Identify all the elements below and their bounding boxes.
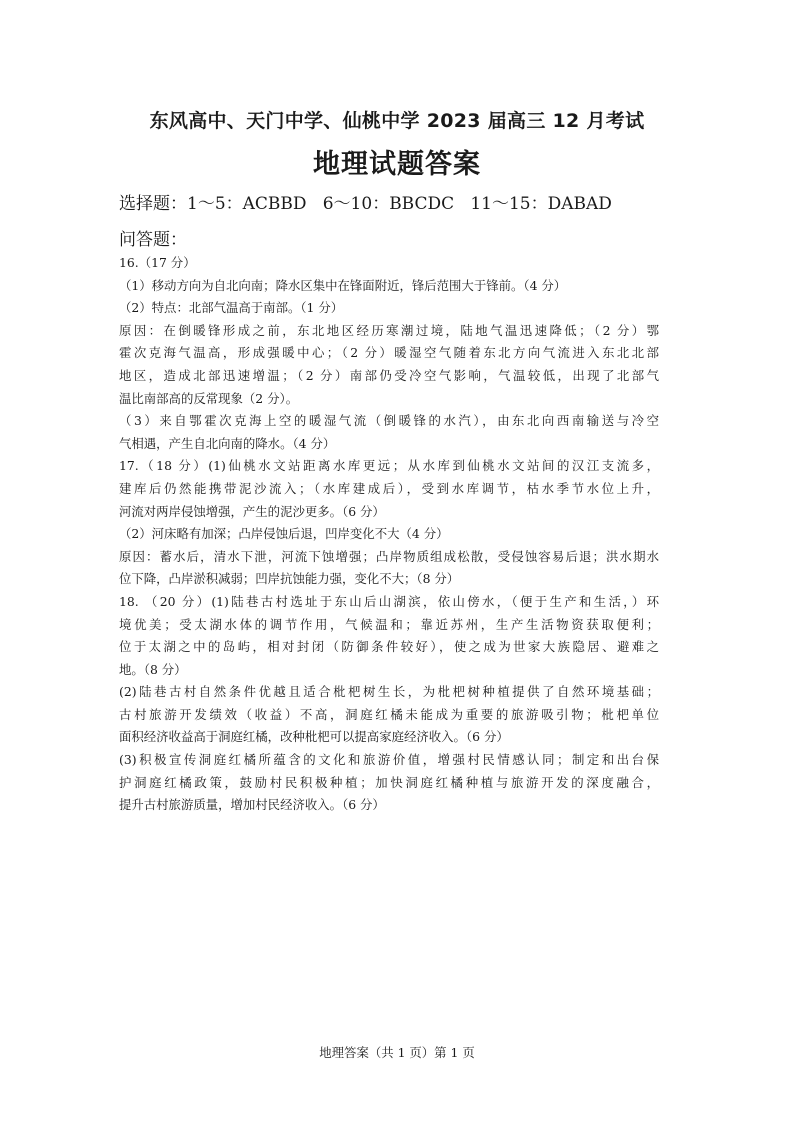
- q16-reason-line: 霍次克海气温高，形成强暖中心；（2 分）暖湿空气随着东北方向气流进入东北北部: [119, 345, 659, 361]
- q16-part2: （2）特点：北部气温高于南部。（1 分）: [119, 300, 344, 316]
- q18-part3: (3)积极宣传洞庭红橘所蕴含的文化和旅游价值，增强村民情感认同；制定和出台保: [119, 752, 659, 768]
- q17-reason-line: 位下降，凸岸淤积减弱；凹岸抗蚀能力强，变化不大；（8 分）: [119, 571, 460, 587]
- q16-part3: 气相遇，产生自北向南的降水。（4 分）: [119, 435, 336, 451]
- q18-part3: 提升古村旅游质量，增加村民经济收入。（6 分）: [119, 797, 385, 813]
- q16-reason-line: 温比南部高的反常现象（2 分）。: [119, 390, 299, 406]
- q17-part1: 17.（18 分）(1)仙桃水文站距离水库更远；从水库到仙桃水文站间的汉江支流多，: [119, 458, 659, 474]
- q18-part1: 地。（8 分）: [119, 661, 187, 677]
- q16-reason-line: 地区，造成北部迅速增温；（2 分）南部仍受冷空气影响，气温较低，出现了北部气: [119, 367, 659, 383]
- page-footer: 地理答案（共 1 页）第 1 页: [319, 1045, 475, 1060]
- q17-part1: 河流对两岸侵蚀增强，产生的泥沙更多。（6 分）: [119, 503, 385, 519]
- q16-header: 16.（17 分）: [119, 255, 196, 270]
- qa-answers-body: [119, 252, 659, 817]
- q18-part3: 护洞庭红橘政策，鼓励村民积极种植；加快洞庭红橘种植与旅游开发的深度融合，: [119, 774, 659, 790]
- multiple-choice-answers: 选择题：1～5：ACBBD 6～10：BBCDC 11～15：DABAD: [119, 194, 612, 214]
- q18-part2: 面积经济收益高于洞庭红橘，改种枇杷可以提高家庭经济收入。（6 分）: [119, 729, 509, 745]
- q18-part2: 古村旅游开发绩效（收益）不高，洞庭红橘未能成为重要的旅游吸引物；枇杷单位: [119, 706, 659, 722]
- q18-part1: 境优美；受太湖水体的调节作用，气候温和；靠近苏州，生产生活物资获取便利；: [119, 616, 659, 632]
- q18-part1: 位于太湖之中的岛屿，相对封闭（防御条件较好），使之成为世家大族隐居、避难之: [119, 639, 659, 655]
- q18-part1: 18. （20 分）(1)陆巷古村选址于东山后山湖滨，依山傍水，（便于生产和生活，）环: [119, 593, 659, 609]
- q16-reason-line: 原因：在倒暖锋形成之前，东北地区经历寒潮过境，陆地气温迅速降低；（2 分）鄂: [119, 322, 659, 338]
- q18-part2: (2)陆巷古村自然条件优越且适合枇杷树生长，为枇杷树种植提供了自然环境基础；: [119, 684, 659, 700]
- q17-reason-line: 原因：蓄水后，清水下泄，河流下蚀增强；凸岸物质组成松散，受侵蚀容易后退；洪水期水: [119, 548, 659, 564]
- q17-part2: （2）河床略有加深；凸岸侵蚀后退，凹岸变化不大（4 分）: [119, 526, 449, 542]
- q16-part1: （1）移动方向为自北向南；降水区集中在锋面附近，锋后范围大于锋前。（4 分）: [119, 277, 567, 293]
- q16-part3: （3）来自鄂霍次克海上空的暖湿气流（倒暖锋的水汽），由东北向西南输送与冷空: [119, 413, 659, 429]
- exam-title: 东风高中、天门中学、仙桃中学 2023 届高三 12 月考试: [149, 110, 645, 132]
- qa-heading: 问答题：: [119, 230, 187, 250]
- q17-part1: 建库后仍然能携带泥沙流入；（水库建成后），受到水库调节，枯水季节水位上升，: [119, 480, 659, 496]
- answer-key-title: 地理试题答案: [313, 149, 481, 180]
